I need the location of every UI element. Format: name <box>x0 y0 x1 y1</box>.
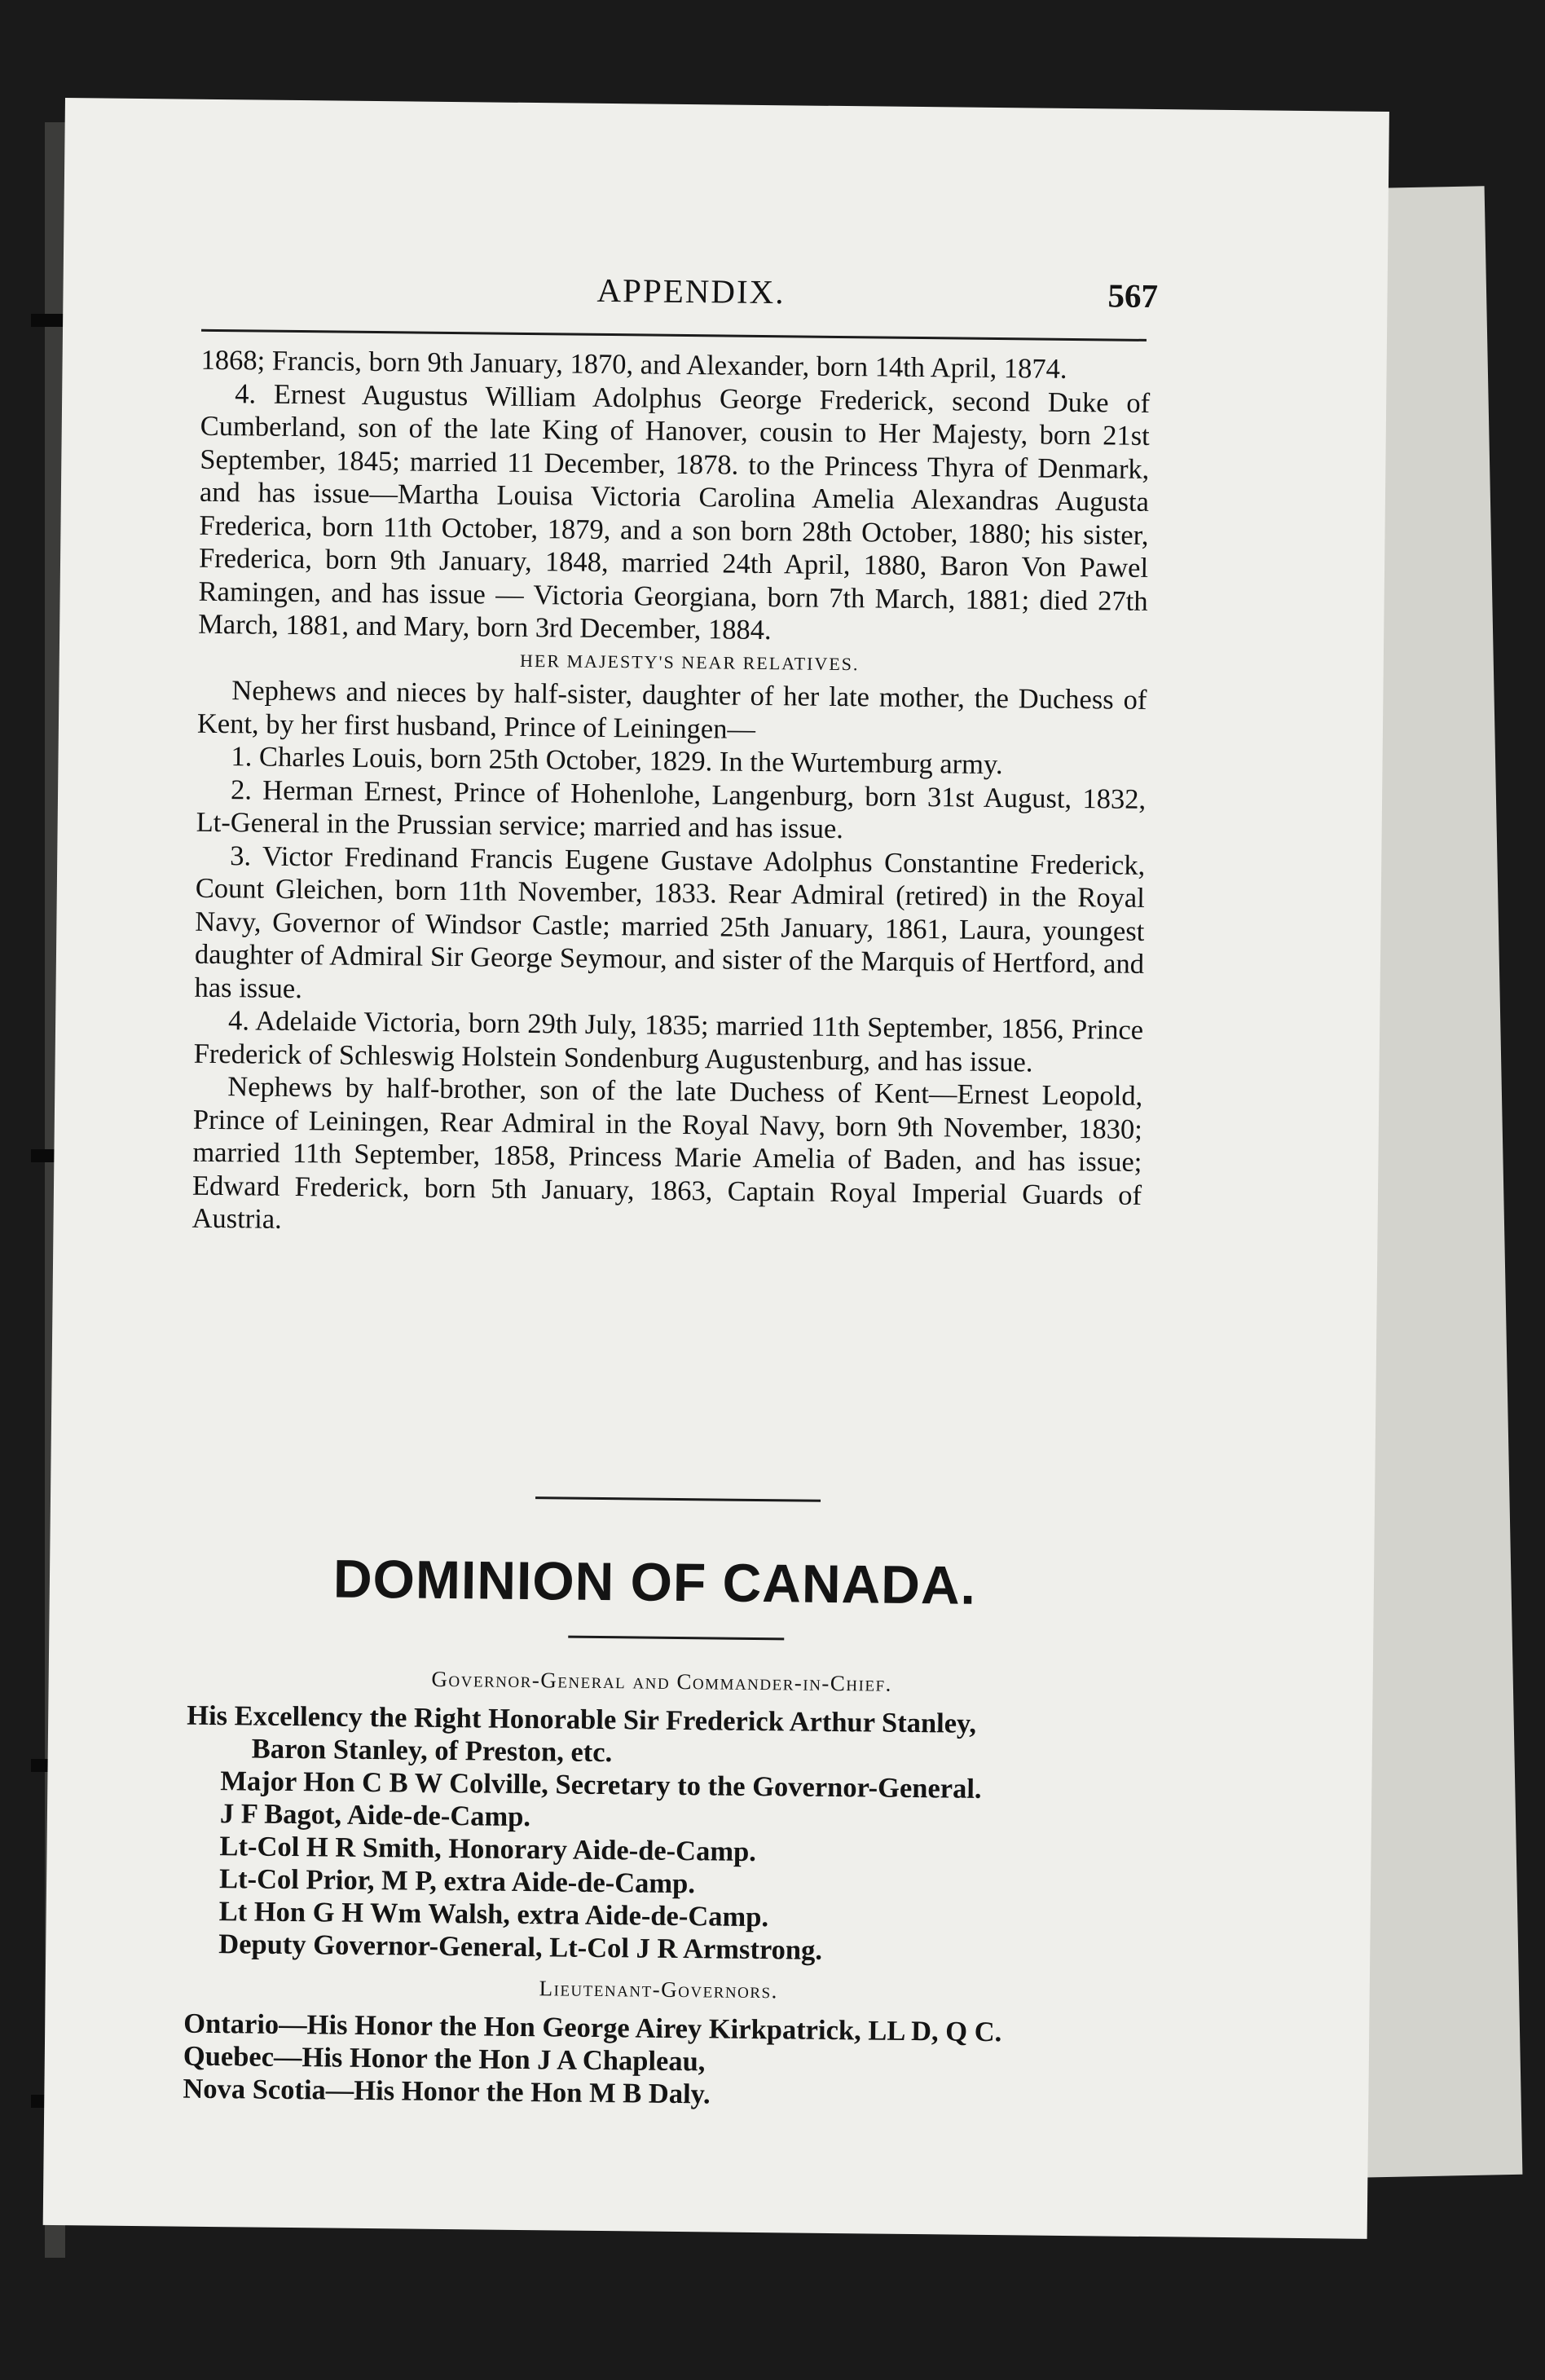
body-text <box>191 344 1150 1245</box>
running-head: APPENDIX. <box>596 271 786 311</box>
paragraph: 1. Charles Louis, born 25th October, 1829. In the Wurtemburg army. <box>231 741 1003 781</box>
list-item: Major Hon C B W Colville, Secretary to the Governor-General. <box>220 1765 982 1805</box>
paragraph: 1868; Francis, born 9th January, 1870, and Alexander, born 14th April, 1874. <box>200 344 1067 385</box>
header-rule <box>201 329 1147 342</box>
paragraph: 3. Victor Fredinand Francis Eugene Gustave Adolphus Constantine Frederick, Count Gleichen, born 11th November, 1833. Rear Admiral (retired) in the Royal Navy, Governor of Windsor Castle; married 25th January, 1861, Laura, youngest daughter of Admiral Sir George Seymour, and sister of the Marquis of Hertford, and has issue. <box>194 840 1146 1004</box>
paragraph: Nephews and nieces by half-sister, daughter of her late mother, the Duchess of Kent, by her first husband, Prince of Leiningen— <box>196 675 1147 745</box>
list-item: His Excellency the Right Honorable Sir Frederick Arthur Stanley, <box>187 1699 977 1739</box>
list-item: Ontario—His Honor the Hon George Airey Kirkpatrick, LL D, Q C. <box>183 2008 1002 2048</box>
subsection-heading: Governor-General and Commander-in-Chief. <box>431 1666 893 1696</box>
divider-rule <box>568 1636 784 1641</box>
book-page <box>43 98 1389 2239</box>
page-number: 567 <box>1107 276 1159 315</box>
paragraph: 2. Herman Ernest, Prince of Hohenlohe, Langenburg, born 31st August, 1832, Lt-General in the Prussian service; married and has issue. <box>196 774 1147 845</box>
list-item: Lt Hon G H Wm Walsh, extra Aide-de-Camp. <box>218 1896 769 1933</box>
list-item: Baron Stanley, of Preston, etc. <box>251 1733 613 1769</box>
paragraph: 4. Ernest Augustus William Adolphus George Frederick, second Duke of Cumberland, son of the late King of Hanover, cousin to Her Majesty, born 21st September, 1845; married 11 December, 1878. to the Princess Thyra of Denmark, and has issue—Martha Louisa Victoria Carolina Amelia Alexandras Augusta Frederica, born 11th October, 1879, and a son born 28th October, 1880; his sister, Frederica, born 9th January, 1848, married 24th April, 1880, Baron Von Pawel Ramingen, and has issue — Victoria Georgiana, born 7th March, 1881; died 27th March, 1881, and Mary, born 3rd December, 1884. <box>198 377 1151 646</box>
subsection-heading: Lieutenant-Governors. <box>539 1976 779 2003</box>
binding-stitch <box>31 314 67 327</box>
list-item: J F Bagot, Aide-de-Camp. <box>219 1798 531 1833</box>
paragraph: 4. Adelaide Victoria, born 29th July, 1835; married 11th September, 1856, Prince Frederick of Schleswig Holstein Sondenburg Augustenburg, and has issue. <box>193 1005 1144 1078</box>
list-item: Nova Scotia—His Honor the Hon M B Daly. <box>183 2073 711 2110</box>
list-item: Lt-Col H R Smith, Honorary Aide-de-Camp. <box>219 1831 757 1867</box>
section-title: DOMINION OF CANADA. <box>332 1548 977 1615</box>
section-heading: HER MAJESTY'S NEAR RELATIVES. <box>519 650 860 674</box>
list-item: Quebec—His Honor the Hon J A Chapleau, <box>183 2040 706 2078</box>
list-item: Lt-Col Prior, M P, extra Aide-de-Camp. <box>218 1863 696 1900</box>
divider-rule <box>535 1496 821 1502</box>
paragraph: Nephews by half-brother, son of the late Duchess of Kent—Ernest Leopold, Prince of Leiningen, Rear Admiral in the Royal Navy, born 9th November, 1830; married 11th September, 1858, Princess Marie Amelia of Baden, and has issue; Edward Frederick, born 5th January, 1863, Captain Royal Imperial Guards of Austria. <box>191 1071 1143 1235</box>
list-item: Deputy Governor-General, Lt-Col J R Armstrong. <box>218 1928 823 1966</box>
officials-list <box>183 1660 1137 2115</box>
